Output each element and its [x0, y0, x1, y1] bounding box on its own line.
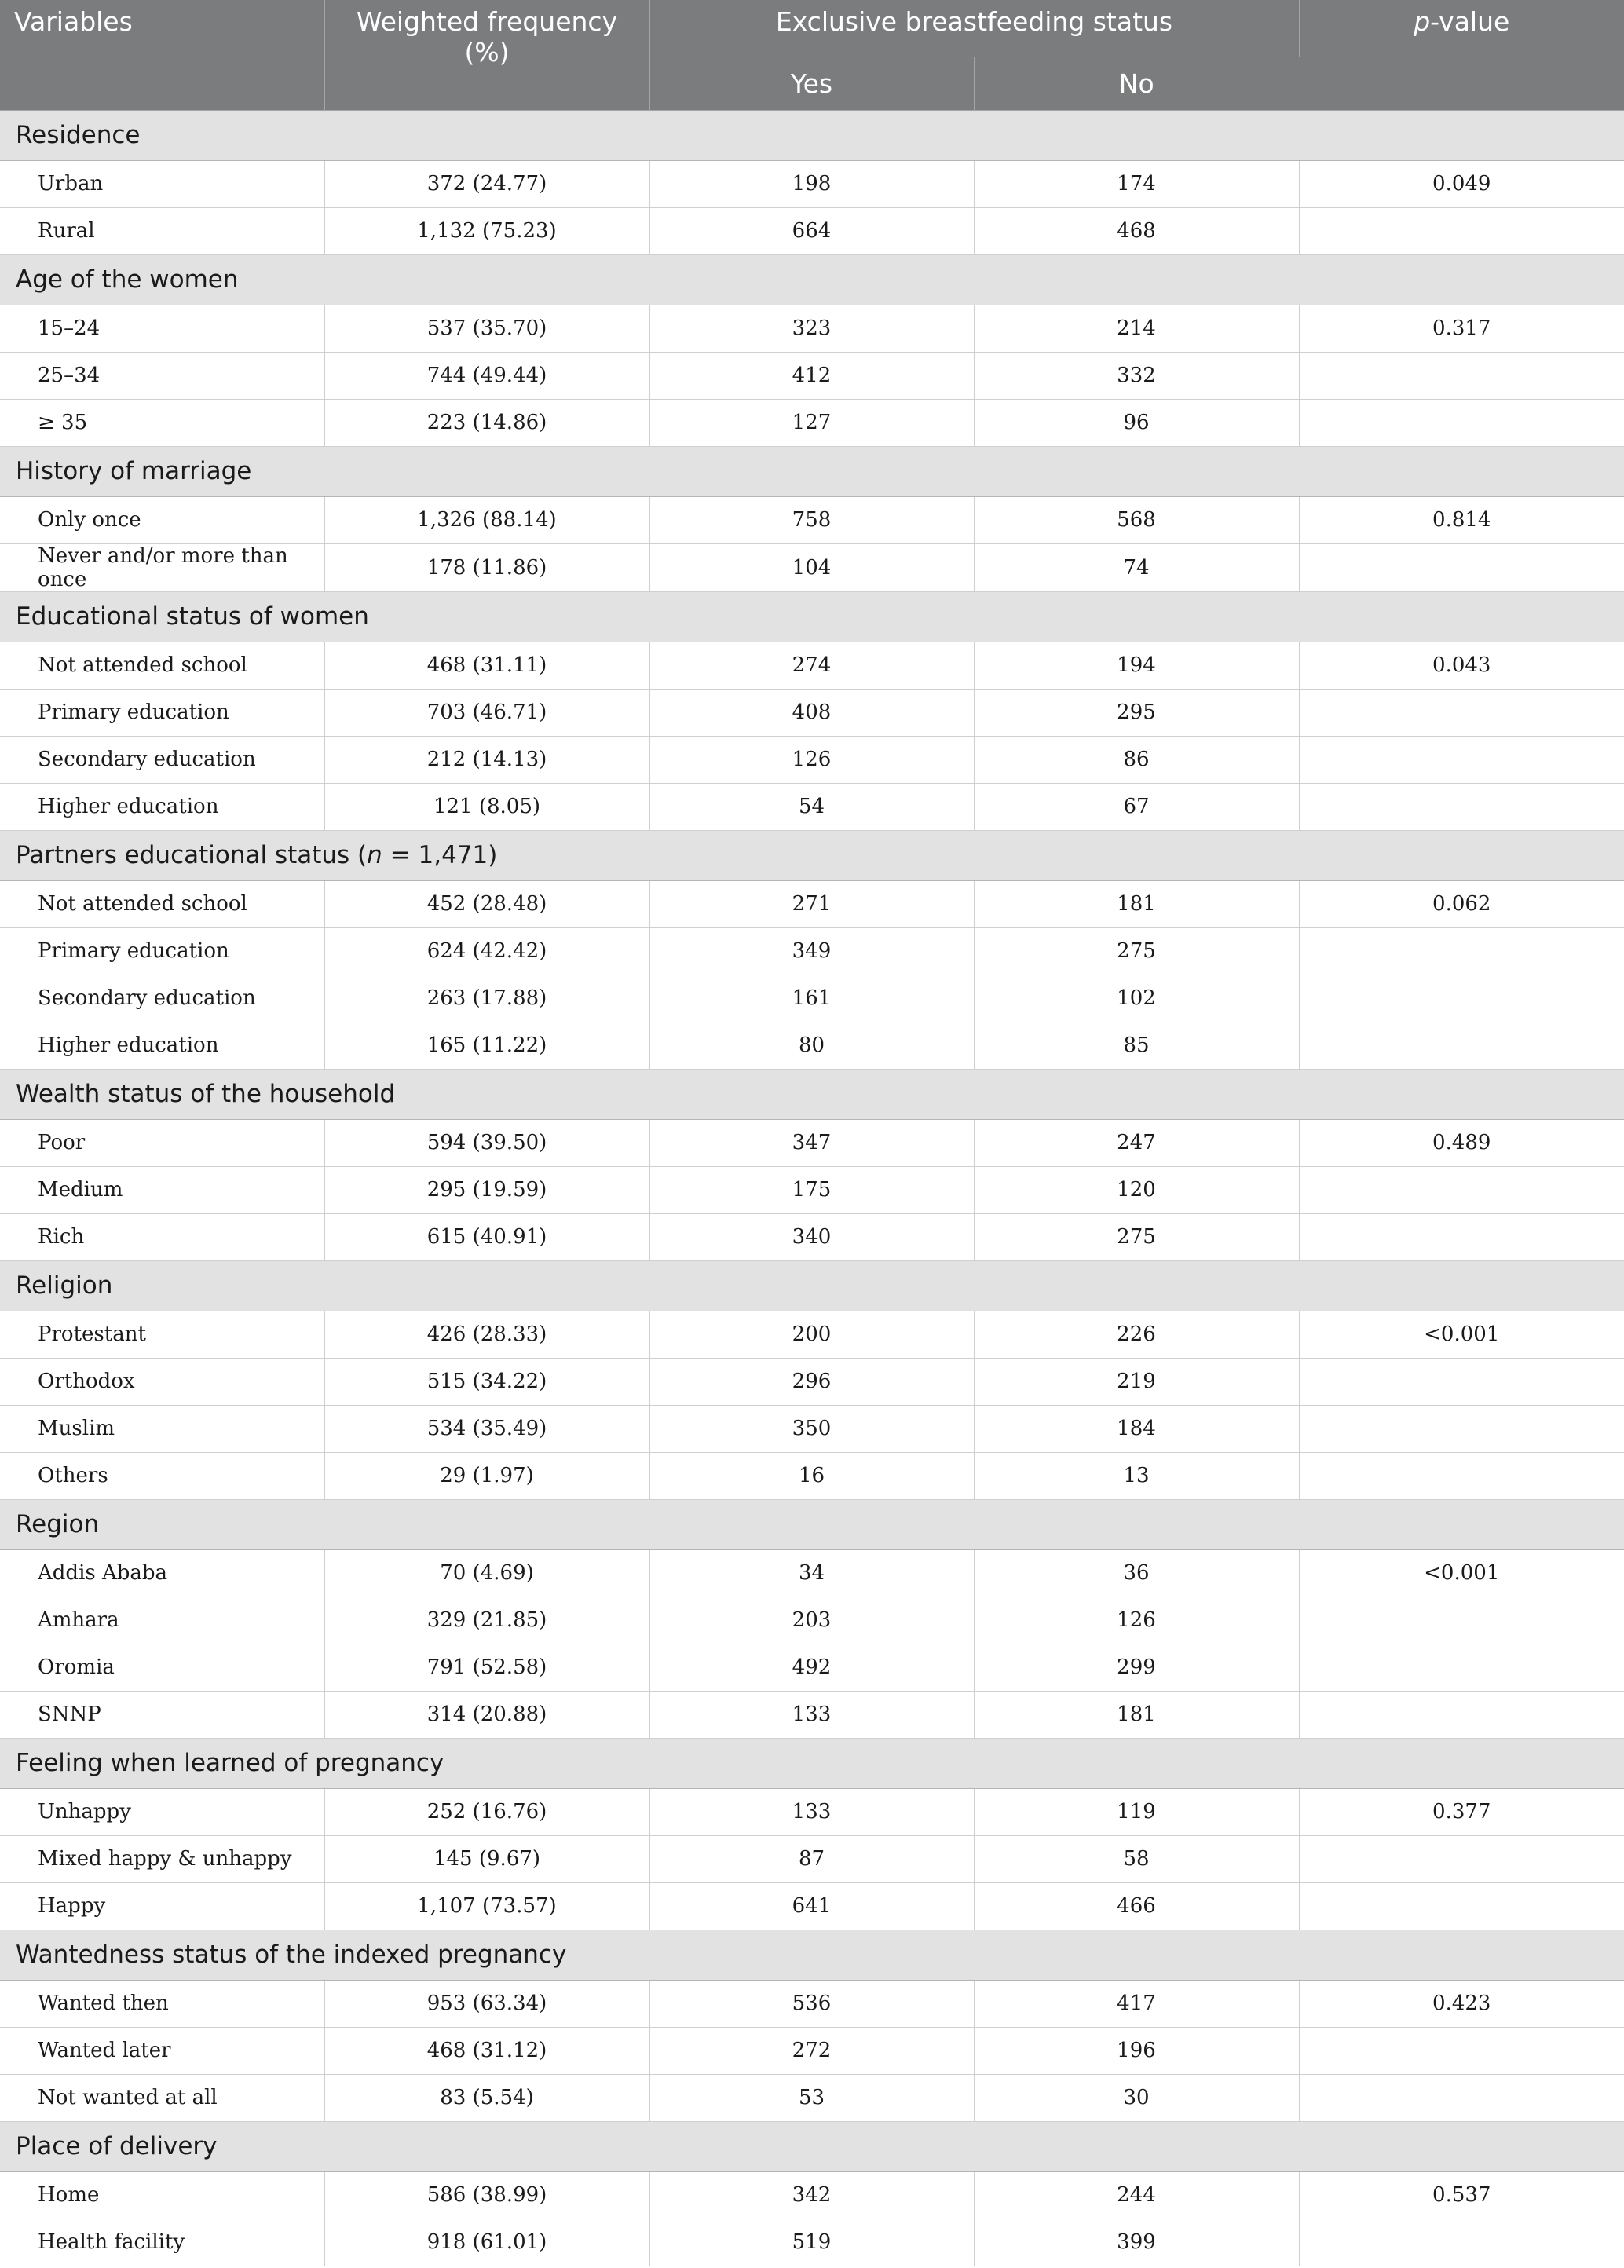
cell-variable: Wanted later: [0, 2027, 324, 2074]
section-title-after: = 1,471): [382, 841, 498, 869]
table-row: [0, 642, 1624, 689]
header-weighted-frequency: Weighted frequency (%): [324, 0, 649, 110]
cell-p-value: 0.049: [1299, 160, 1624, 207]
cell-ebf-no: 181: [974, 1691, 1299, 1738]
cell-ebf-yes: 133: [649, 1788, 974, 1835]
header-no: No: [974, 57, 1299, 110]
section-title: [0, 254, 1624, 305]
cell-variable: 25–34: [0, 352, 324, 399]
cell-ebf-no: 332: [974, 352, 1299, 399]
cell-ebf-no: 244: [974, 2171, 1299, 2219]
cell-variable: Not attended school: [0, 642, 324, 689]
cell-p-value: [1299, 1358, 1624, 1405]
cell-weighted-frequency: 624 (42.42): [324, 927, 649, 975]
cell-ebf-yes: 16: [649, 1452, 974, 1499]
cell-p-value: [1299, 399, 1624, 446]
section-header-row: [0, 1499, 1624, 1549]
cell-variable: Happy: [0, 1882, 324, 1930]
table-row: [0, 305, 1624, 352]
cell-variable: ≥ 35: [0, 399, 324, 446]
cell-ebf-yes: 53: [649, 2074, 974, 2121]
table-row: [0, 689, 1624, 736]
cell-p-value: [1299, 1022, 1624, 1069]
table-row: [0, 399, 1624, 446]
section-title-text: Residence: [16, 121, 141, 149]
section-title: [0, 830, 1624, 880]
cell-p-value: [1299, 689, 1624, 736]
table-row: [0, 352, 1624, 399]
cell-p-value: [1299, 1882, 1624, 1930]
cell-ebf-yes: 347: [649, 1119, 974, 1166]
cell-p-value: [1299, 783, 1624, 830]
cell-ebf-yes: 87: [649, 1835, 974, 1882]
cell-variable: Secondary education: [0, 975, 324, 1022]
cell-weighted-frequency: 29 (1.97): [324, 1452, 649, 1499]
cell-variable: Home: [0, 2171, 324, 2219]
cell-weighted-frequency: 594 (39.50): [324, 1119, 649, 1166]
table-header: [0, 0, 1624, 110]
section-title-text: Place of delivery: [16, 2132, 218, 2160]
cell-ebf-no: 417: [974, 1980, 1299, 2027]
table-row: [0, 1311, 1624, 1358]
cell-ebf-no: 30: [974, 2074, 1299, 2121]
cell-ebf-no: 120: [974, 1166, 1299, 1213]
cell-variable: Health facility: [0, 2219, 324, 2266]
cell-variable: Rich: [0, 1213, 324, 1260]
cell-variable: Higher education: [0, 1022, 324, 1069]
cell-weighted-frequency: 263 (17.88): [324, 975, 649, 1022]
cell-p-value: 0.814: [1299, 496, 1624, 543]
cell-ebf-no: 36: [974, 1549, 1299, 1597]
cell-weighted-frequency: 70 (4.69): [324, 1549, 649, 1597]
table-row: [0, 1835, 1624, 1882]
cell-weighted-frequency: 537 (35.70): [324, 305, 649, 352]
cell-weighted-frequency: 452 (28.48): [324, 880, 649, 927]
table-row: [0, 1358, 1624, 1405]
table-row: [0, 1213, 1624, 1260]
table-row: [0, 1597, 1624, 1644]
cell-ebf-yes: 342: [649, 2171, 974, 2219]
cell-weighted-frequency: 918 (61.01): [324, 2219, 649, 2266]
cell-weighted-frequency: 178 (11.86): [324, 543, 649, 591]
cell-variable: Amhara: [0, 1597, 324, 1644]
cell-weighted-frequency: 83 (5.54): [324, 2074, 649, 2121]
cell-weighted-frequency: 295 (19.59): [324, 1166, 649, 1213]
cell-ebf-no: 214: [974, 305, 1299, 352]
cell-p-value: [1299, 2027, 1624, 2074]
cell-variable: Primary education: [0, 927, 324, 975]
cell-ebf-yes: 161: [649, 975, 974, 1022]
cell-weighted-frequency: 615 (40.91): [324, 1213, 649, 1260]
cell-p-value: 0.317: [1299, 305, 1624, 352]
cell-ebf-no: 466: [974, 1882, 1299, 1930]
table-row: [0, 1405, 1624, 1452]
cell-ebf-yes: 664: [649, 207, 974, 254]
section-title: [0, 110, 1624, 160]
cell-ebf-yes: 175: [649, 1166, 974, 1213]
cell-p-value: [1299, 543, 1624, 591]
cell-ebf-yes: 104: [649, 543, 974, 591]
cell-weighted-frequency: 145 (9.67): [324, 1835, 649, 1882]
table-row: [0, 1691, 1624, 1738]
table-row: [0, 1788, 1624, 1835]
table-row: [0, 1166, 1624, 1213]
cell-weighted-frequency: 121 (8.05): [324, 783, 649, 830]
cell-ebf-no: 275: [974, 927, 1299, 975]
cell-ebf-yes: 641: [649, 1882, 974, 1930]
cell-ebf-no: 399: [974, 2219, 1299, 2266]
cell-weighted-frequency: 468 (31.12): [324, 2027, 649, 2074]
cell-variable: Urban: [0, 160, 324, 207]
cell-ebf-yes: 274: [649, 642, 974, 689]
cell-variable: Only once: [0, 496, 324, 543]
table-row: [0, 1549, 1624, 1597]
cell-ebf-no: 86: [974, 736, 1299, 783]
cell-ebf-no: 194: [974, 642, 1299, 689]
cell-ebf-no: 102: [974, 975, 1299, 1022]
section-header-row: [0, 110, 1624, 160]
cell-ebf-no: 119: [974, 1788, 1299, 1835]
cell-ebf-yes: 758: [649, 496, 974, 543]
section-title-text: Partners educational status (: [16, 841, 368, 869]
cell-variable: Not wanted at all: [0, 2074, 324, 2121]
cell-ebf-no: 568: [974, 496, 1299, 543]
cell-weighted-frequency: 165 (11.22): [324, 1022, 649, 1069]
cell-ebf-yes: 323: [649, 305, 974, 352]
cell-ebf-no: 181: [974, 880, 1299, 927]
cell-ebf-yes: 492: [649, 1644, 974, 1691]
section-header-row: [0, 830, 1624, 880]
header-p-italic: p: [1414, 6, 1431, 37]
table-row: [0, 160, 1624, 207]
cell-p-value: [1299, 1691, 1624, 1738]
table-row: [0, 1980, 1624, 2027]
cell-weighted-frequency: 252 (16.76): [324, 1788, 649, 1835]
table-row: [0, 2219, 1624, 2266]
cell-ebf-no: 174: [974, 160, 1299, 207]
cell-ebf-no: 468: [974, 207, 1299, 254]
section-header-row: [0, 2121, 1624, 2171]
cell-weighted-frequency: 1,132 (75.23): [324, 207, 649, 254]
cell-weighted-frequency: 703 (46.71): [324, 689, 649, 736]
cell-p-value: 0.423: [1299, 1980, 1624, 2027]
cell-weighted-frequency: 223 (14.86): [324, 399, 649, 446]
cell-p-value: [1299, 2219, 1624, 2266]
cell-p-value: [1299, 1405, 1624, 1452]
section-header-row: [0, 1260, 1624, 1311]
cell-ebf-yes: 133: [649, 1691, 974, 1738]
section-title-text: Region: [16, 1510, 100, 1538]
section-header-row: [0, 1930, 1624, 1980]
section-title-italic: n: [367, 841, 382, 869]
cell-weighted-frequency: 586 (38.99): [324, 2171, 649, 2219]
cell-weighted-frequency: 744 (49.44): [324, 352, 649, 399]
table-row: [0, 975, 1624, 1022]
section-title-text: Educational status of women: [16, 602, 369, 631]
cell-p-value: [1299, 975, 1624, 1022]
cell-p-value: [1299, 1597, 1624, 1644]
cell-ebf-yes: 272: [649, 2027, 974, 2074]
cell-ebf-yes: 127: [649, 399, 974, 446]
cell-variable: Oromia: [0, 1644, 324, 1691]
cell-ebf-no: 247: [974, 1119, 1299, 1166]
cell-ebf-yes: 34: [649, 1549, 974, 1597]
cell-ebf-yes: 126: [649, 736, 974, 783]
cell-variable: Wanted then: [0, 1980, 324, 2027]
cell-ebf-yes: 412: [649, 352, 974, 399]
header-p-rest: -value: [1430, 6, 1510, 37]
table-row: [0, 736, 1624, 783]
table-row: [0, 2074, 1624, 2121]
table-row: [0, 496, 1624, 543]
section-title: [0, 446, 1624, 496]
cell-variable: Muslim: [0, 1405, 324, 1452]
table-row: [0, 927, 1624, 975]
section-header-row: [0, 446, 1624, 496]
section-title-text: Wantedness status of the indexed pregnancy: [16, 1941, 567, 1969]
cell-ebf-no: 196: [974, 2027, 1299, 2074]
section-title: [0, 1930, 1624, 1980]
cell-p-value: [1299, 927, 1624, 975]
section-title-text: Feeling when learned of pregnancy: [16, 1749, 444, 1777]
cell-ebf-yes: 408: [649, 689, 974, 736]
cell-weighted-frequency: 329 (21.85): [324, 1597, 649, 1644]
cell-ebf-no: 74: [974, 543, 1299, 591]
section-title-text: Age of the women: [16, 265, 239, 294]
cell-ebf-no: 13: [974, 1452, 1299, 1499]
cell-ebf-yes: 80: [649, 1022, 974, 1069]
cell-ebf-no: 126: [974, 1597, 1299, 1644]
table-row: [0, 2027, 1624, 2074]
table-row: [0, 783, 1624, 830]
table-row: [0, 1452, 1624, 1499]
table-row: [0, 1644, 1624, 1691]
cell-weighted-frequency: 314 (20.88): [324, 1691, 649, 1738]
cell-variable: Protestant: [0, 1311, 324, 1358]
section-title: [0, 1069, 1624, 1119]
cell-weighted-frequency: 515 (34.22): [324, 1358, 649, 1405]
cell-variable: Rural: [0, 207, 324, 254]
table-body: [0, 110, 1624, 2266]
cell-ebf-yes: 349: [649, 927, 974, 975]
cell-ebf-no: 295: [974, 689, 1299, 736]
cell-ebf-yes: 536: [649, 1980, 974, 2027]
cell-p-value: [1299, 1166, 1624, 1213]
cell-ebf-no: 58: [974, 1835, 1299, 1882]
cell-ebf-yes: 519: [649, 2219, 974, 2266]
cell-p-value: [1299, 352, 1624, 399]
cell-ebf-yes: 271: [649, 880, 974, 927]
cell-p-value: [1299, 736, 1624, 783]
cell-p-value: [1299, 1644, 1624, 1691]
cell-ebf-no: 275: [974, 1213, 1299, 1260]
section-title: [0, 1738, 1624, 1788]
cell-weighted-frequency: 953 (63.34): [324, 1980, 649, 2027]
cell-p-value: [1299, 1452, 1624, 1499]
header-yes: Yes: [649, 57, 974, 110]
cell-p-value: [1299, 1835, 1624, 1882]
header-ebf-status: Exclusive breastfeeding status: [649, 0, 1299, 57]
cell-ebf-yes: 296: [649, 1358, 974, 1405]
cell-p-value: <0.001: [1299, 1311, 1624, 1358]
cell-variable: Never and/or more than once: [0, 543, 324, 591]
cell-weighted-frequency: 1,107 (73.57): [324, 1882, 649, 1930]
header-variables: Variables: [0, 0, 324, 110]
cell-p-value: 0.062: [1299, 880, 1624, 927]
cell-p-value: [1299, 207, 1624, 254]
table-row: [0, 207, 1624, 254]
cell-variable: Secondary education: [0, 736, 324, 783]
cell-weighted-frequency: 468 (31.11): [324, 642, 649, 689]
cell-weighted-frequency: 426 (28.33): [324, 1311, 649, 1358]
cell-variable: Primary education: [0, 689, 324, 736]
cell-variable: Medium: [0, 1166, 324, 1213]
cell-weighted-frequency: 791 (52.58): [324, 1644, 649, 1691]
cell-weighted-frequency: 212 (14.13): [324, 736, 649, 783]
cell-variable: Unhappy: [0, 1788, 324, 1835]
section-title-text: Religion: [16, 1271, 113, 1300]
cell-ebf-yes: 350: [649, 1405, 974, 1452]
cell-ebf-yes: 54: [649, 783, 974, 830]
cell-variable: Orthodox: [0, 1358, 324, 1405]
cell-weighted-frequency: 534 (35.49): [324, 1405, 649, 1452]
cell-ebf-yes: 340: [649, 1213, 974, 1260]
cell-ebf-yes: 198: [649, 160, 974, 207]
table-row: [0, 1882, 1624, 1930]
cell-p-value: <0.001: [1299, 1549, 1624, 1597]
cell-weighted-frequency: 1,326 (88.14): [324, 496, 649, 543]
cell-ebf-no: 219: [974, 1358, 1299, 1405]
header-p-value: [1299, 0, 1624, 110]
cell-weighted-frequency: 372 (24.77): [324, 160, 649, 207]
table-row: [0, 543, 1624, 591]
cell-ebf-no: 96: [974, 399, 1299, 446]
section-title: [0, 591, 1624, 642]
section-title: [0, 2121, 1624, 2171]
cell-p-value: [1299, 1213, 1624, 1260]
section-title: [0, 1499, 1624, 1549]
cell-variable: Not attended school: [0, 880, 324, 927]
cell-ebf-no: 299: [974, 1644, 1299, 1691]
cell-variable: Others: [0, 1452, 324, 1499]
cell-variable: Higher education: [0, 783, 324, 830]
section-title: [0, 1260, 1624, 1311]
cell-ebf-no: 226: [974, 1311, 1299, 1358]
cell-variable: 15–24: [0, 305, 324, 352]
cell-ebf-no: 184: [974, 1405, 1299, 1452]
cell-ebf-yes: 200: [649, 1311, 974, 1358]
table-row: [0, 1022, 1624, 1069]
cell-p-value: 0.489: [1299, 1119, 1624, 1166]
section-header-row: [0, 1069, 1624, 1119]
cell-variable: Mixed happy & unhappy: [0, 1835, 324, 1882]
table-row: [0, 880, 1624, 927]
cell-variable: Addis Ababa: [0, 1549, 324, 1597]
cell-ebf-no: 85: [974, 1022, 1299, 1069]
cell-p-value: 0.537: [1299, 2171, 1624, 2219]
cell-ebf-yes: 203: [649, 1597, 974, 1644]
cell-ebf-no: 67: [974, 783, 1299, 830]
section-header-row: [0, 591, 1624, 642]
section-title-text: History of marriage: [16, 457, 252, 485]
section-header-row: [0, 254, 1624, 305]
cell-p-value: [1299, 2074, 1624, 2121]
cell-variable: SNNP: [0, 1691, 324, 1738]
cell-variable: Poor: [0, 1119, 324, 1166]
cell-p-value: 0.043: [1299, 642, 1624, 689]
table-row: [0, 1119, 1624, 1166]
section-header-row: [0, 1738, 1624, 1788]
table-row: [0, 2171, 1624, 2219]
section-title-text: Wealth status of the household: [16, 1080, 396, 1108]
cell-p-value: 0.377: [1299, 1788, 1624, 1835]
